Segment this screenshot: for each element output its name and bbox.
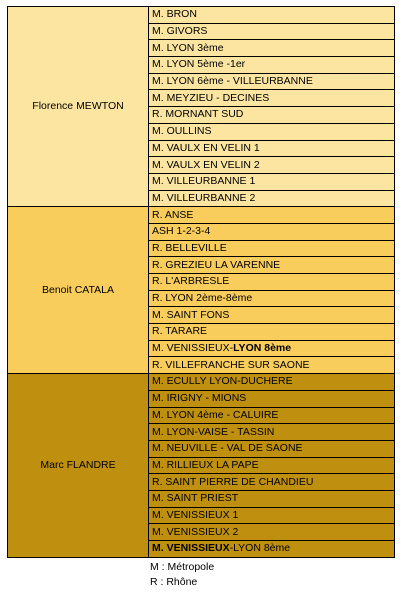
legend-metropole: M : Métropole bbox=[150, 561, 215, 573]
site-cell bbox=[149, 40, 395, 57]
manager-name: Florence MEWTON bbox=[8, 7, 149, 207]
site-cell bbox=[149, 290, 395, 307]
site-cell bbox=[149, 474, 395, 491]
manager-name: Benoit CATALA bbox=[8, 207, 149, 374]
site-text: M. MEYZIEU - DECINES bbox=[152, 91, 270, 104]
site-cell bbox=[149, 223, 395, 240]
site-cell bbox=[149, 90, 395, 107]
site-text: M. ECULLY LYON-DUCHERE bbox=[152, 375, 293, 388]
site-cell bbox=[149, 7, 395, 24]
site-cell bbox=[149, 157, 395, 174]
site-text: M. VILLEURBANNE 1 bbox=[152, 175, 256, 188]
site-text: M. LYON 5ème -1er bbox=[152, 58, 246, 71]
site-text: M. LYON 3ème bbox=[152, 41, 224, 54]
site-text: M. VAULX EN VELIN 1 bbox=[152, 141, 260, 154]
site-text: R. TARARE bbox=[152, 325, 208, 338]
site-text: R. SAINT PIERRE DE CHANDIEU bbox=[152, 475, 314, 488]
site-text: M. OULLINS bbox=[152, 125, 212, 138]
site-text: M. LYON 6ème - VILLEURBANNE bbox=[152, 75, 313, 88]
legend bbox=[150, 560, 214, 590]
site-text: R. ANSE bbox=[152, 208, 194, 221]
site-text: M. VENISSIEUX bbox=[152, 542, 230, 555]
site-cell bbox=[149, 23, 395, 40]
site-text: LYON 8ème bbox=[233, 342, 292, 355]
site-cell bbox=[149, 424, 395, 441]
site-text: R. LYON 2ème-8ème bbox=[152, 292, 253, 305]
site-cell bbox=[149, 73, 395, 90]
site-text: M. IRIGNY - MIONS bbox=[152, 392, 247, 405]
site-text: M. SAINT PRIEST bbox=[152, 492, 239, 505]
site-text: M. VENISSIEUX 2 bbox=[152, 525, 239, 538]
site-cell bbox=[149, 274, 395, 291]
table-row bbox=[8, 207, 395, 224]
site-text: M. VAULX EN VELIN 2 bbox=[152, 158, 260, 171]
manager-name: Marc FLANDRE bbox=[8, 374, 149, 558]
site-cell bbox=[149, 307, 395, 324]
site-cell bbox=[149, 524, 395, 541]
site-cell bbox=[149, 257, 395, 274]
site-cell bbox=[149, 324, 395, 341]
site-text: M. VILLEURBANNE 2 bbox=[152, 191, 256, 204]
site-text: M. VENISSIEUX- bbox=[152, 342, 234, 355]
site-cell bbox=[149, 440, 395, 457]
site-text: ASH 1-2-3-4 bbox=[152, 225, 211, 238]
site-cell bbox=[149, 207, 395, 224]
site-text: R. VILLEFRANCHE SUR SAONE bbox=[152, 358, 310, 371]
table-row bbox=[8, 7, 395, 24]
site-text: M. NEUVILLE - VAL DE SAONE bbox=[152, 442, 303, 455]
legend-rhone: R : Rhône bbox=[150, 576, 198, 588]
site-text: M. LYON-VAISE - TASSIN bbox=[152, 425, 275, 438]
site-cell bbox=[149, 340, 395, 357]
site-cell bbox=[149, 173, 395, 190]
site-cell bbox=[149, 374, 395, 391]
site-cell bbox=[149, 140, 395, 157]
site-text: M. BRON bbox=[152, 8, 197, 21]
site-text: R. BELLEVILLE bbox=[152, 241, 227, 254]
site-cell bbox=[149, 457, 395, 474]
site-text: R. MORNANT SUD bbox=[152, 108, 244, 121]
site-text: R. L'ARBRESLE bbox=[152, 275, 230, 288]
site-cell bbox=[149, 107, 395, 124]
site-cell bbox=[149, 190, 395, 207]
site-text: M. VENISSIEUX 1 bbox=[152, 508, 239, 521]
site-cell bbox=[149, 357, 395, 374]
site-cell bbox=[149, 407, 395, 424]
site-cell bbox=[149, 507, 395, 524]
site-cell bbox=[149, 123, 395, 140]
assignment-table bbox=[7, 6, 395, 558]
site-cell bbox=[149, 57, 395, 74]
site-cell bbox=[149, 390, 395, 407]
site-cell bbox=[149, 490, 395, 507]
site-text: M. SAINT FONS bbox=[152, 308, 230, 321]
site-cell bbox=[149, 240, 395, 257]
site-text: R. GREZIEU LA VARENNE bbox=[152, 258, 281, 271]
site-text: M. RILLIEUX LA PAPE bbox=[152, 458, 259, 471]
site-text: M. GIVORS bbox=[152, 25, 208, 38]
site-text: -LYON 8ème bbox=[229, 542, 291, 555]
site-text: M. LYON 4ème - CALUIRE bbox=[152, 408, 279, 421]
site-cell bbox=[149, 541, 395, 558]
table-row bbox=[8, 374, 395, 391]
